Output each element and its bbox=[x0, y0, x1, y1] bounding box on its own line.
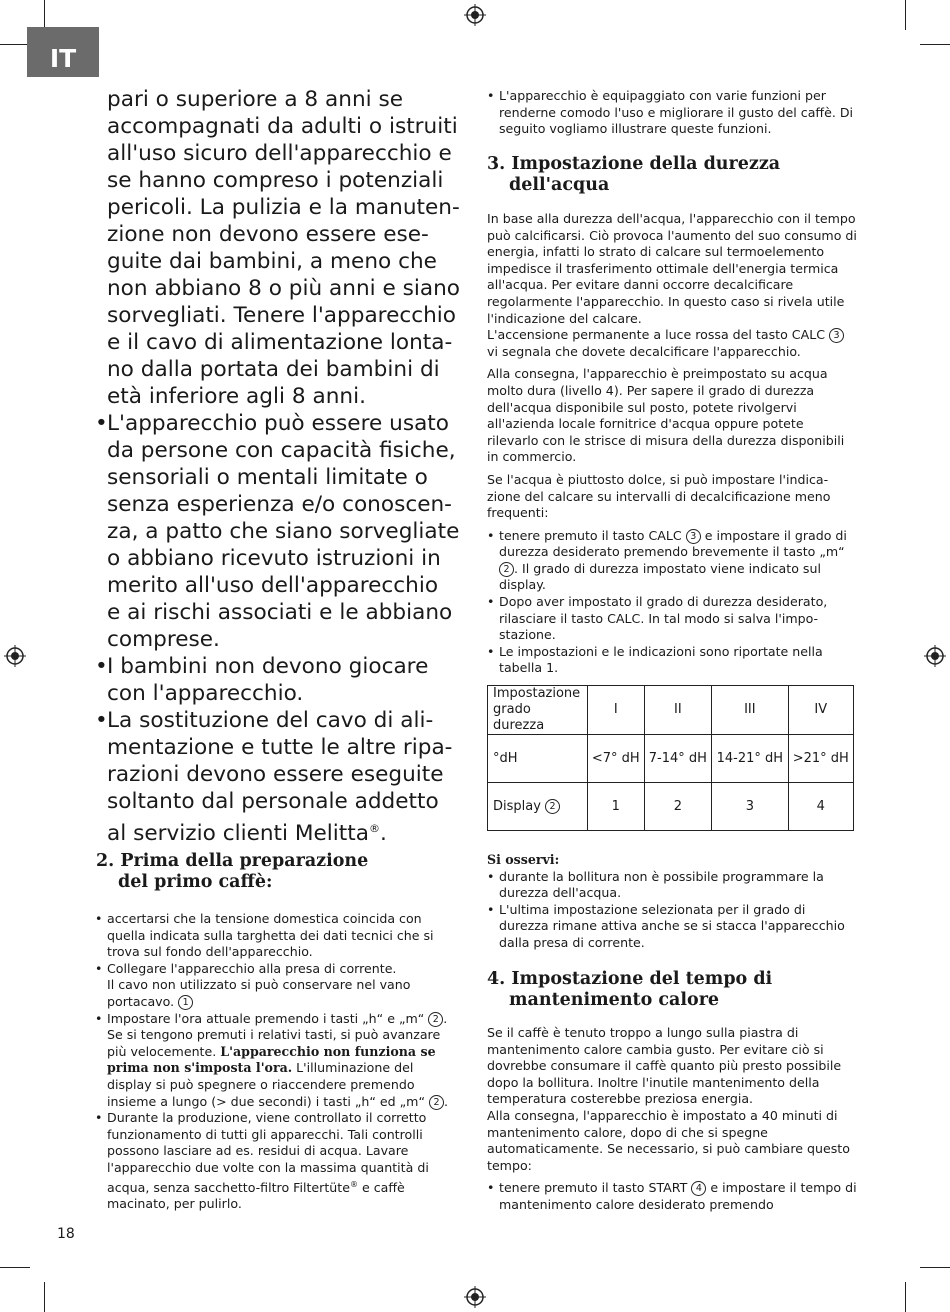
list-item bbox=[95, 1011, 460, 1111]
table-row bbox=[488, 735, 854, 783]
table-cell: 4 bbox=[788, 783, 853, 831]
item-text: e caffè macinato, per pulirlo. bbox=[107, 1179, 405, 1212]
safety-text-block bbox=[95, 86, 465, 847]
section-4-heading bbox=[487, 969, 857, 1011]
list-item bbox=[487, 88, 857, 138]
item-text: . Se si tengono premuti i relativi tasti, si può avanzare più velocemente. bbox=[107, 1010, 448, 1059]
text-line: mentazione e tutte le altre ripa- bbox=[107, 735, 453, 760]
text-line: e il cavo di alimentazione lonta- bbox=[107, 330, 453, 355]
section-number: 3. bbox=[487, 154, 506, 174]
section-2-list bbox=[95, 911, 460, 1213]
safety-bullet bbox=[95, 653, 465, 707]
table-cell: 1 bbox=[588, 783, 645, 831]
section-3-body bbox=[487, 211, 857, 677]
text-line: soltanto dal personale addetto bbox=[107, 789, 439, 814]
paragraph-text: L'accensione permanente a luce rossa del tasto CALC bbox=[487, 327, 826, 343]
text-line: non abbiano 8 o più anni e siano bbox=[107, 276, 461, 301]
bold-warning: L'apparecchio non funziona se prima non s'imposta l'ora. bbox=[107, 1043, 436, 1076]
safety-bullet bbox=[95, 707, 465, 847]
item-text: Durante la produzione, viene controllato il corretto funzionamento di tutti gli apparecchi. Tali controlli possono lasciare ad es. residui di acqua. Lavare l'apparecchio due volte con la massima quantità di acqua, senza sacchetto-filtro Filtertüte bbox=[107, 1110, 429, 1195]
registration-mark-icon bbox=[924, 645, 946, 667]
page-number: 18 bbox=[57, 1226, 75, 1242]
circled-number-icon: 2 bbox=[499, 562, 514, 577]
section-4-body bbox=[487, 1025, 857, 1214]
table-cell: Impostazione grado durezza bbox=[488, 686, 588, 735]
table-cell: I bbox=[588, 686, 645, 735]
table-cell: IV bbox=[788, 686, 853, 735]
text-line: La sostituzione del cavo di ali- bbox=[107, 708, 434, 733]
list-item bbox=[95, 911, 460, 961]
registered-mark: ® bbox=[368, 822, 380, 835]
table-cell: 14-21° dH bbox=[712, 735, 788, 783]
intro-bullet bbox=[487, 88, 857, 138]
text-line: se hanno compreso i potenziali bbox=[107, 168, 444, 193]
paragraph: Alla consegna, l'apparecchio è impostato a 40 minuti di mantenimento calore, dopo di che si spegne automaticamente. Se necessario, si può cambiare questo tempo: bbox=[487, 1107, 850, 1173]
language-tab bbox=[27, 27, 99, 77]
crop-mark bbox=[920, 1267, 950, 1268]
item-text: Collegare l'apparecchio alla presa di corrente. bbox=[107, 960, 397, 976]
item-text: L'illuminazione del display si può spegnere o riaccendere premendo insieme a lungo (> due secondi) i tasti „h“ ed „m“ bbox=[107, 1060, 425, 1109]
item-text: . bbox=[444, 1093, 449, 1109]
list-item: • Dopo aver impostato il grado di durezza desiderato, rilasciare il tasto CALC. In tal modo si salva l'impo-stazione. bbox=[487, 594, 857, 644]
text-line: senza esperienza e/o conoscen- bbox=[107, 492, 452, 517]
text-line: L'apparecchio può essere usato bbox=[107, 411, 449, 436]
circled-number-icon: 2 bbox=[429, 1095, 444, 1110]
table-cell: >21° dH bbox=[788, 735, 853, 783]
circled-number-icon: 1 bbox=[178, 995, 193, 1010]
crop-mark bbox=[44, 0, 45, 30]
safety-paragraph bbox=[95, 86, 465, 410]
text-line: con l'apparecchio. bbox=[107, 681, 304, 706]
table-cell: <7° dH bbox=[588, 735, 645, 783]
text-line: guite dai bambini, a meno che bbox=[107, 249, 437, 274]
paragraph bbox=[487, 211, 857, 360]
heading-line: mantenimento calore bbox=[509, 990, 720, 1010]
registration-mark-icon bbox=[464, 1286, 486, 1308]
table-cell: 7-14° dH bbox=[644, 735, 712, 783]
heading-line: del primo caffè: bbox=[118, 872, 273, 892]
paragraph: Se l'acqua è piuttosto dolce, si può impostare l'indica-zione del calcare su intervalli di decalcificazione meno frequenti: bbox=[487, 471, 831, 521]
list-item: • durante la bollitura non è possibile programmare la durezza dell'acqua. bbox=[487, 869, 857, 902]
text-line: sensoriali o mentali limitate o bbox=[107, 465, 428, 490]
table-cell bbox=[488, 783, 588, 831]
item-text: e impostare il tempo di mantenimento calore desiderato premendo bbox=[499, 1180, 857, 1212]
text-line: al servizio clienti Melitta bbox=[107, 821, 369, 847]
list-item bbox=[487, 1180, 857, 1213]
item-text: tenere premuto il tasto CALC bbox=[499, 527, 682, 543]
text-line: no dalla portata dei bambini di bbox=[107, 357, 440, 382]
text-line: o abbiano ricevuto istruzioni in bbox=[107, 546, 441, 571]
crop-mark bbox=[44, 1282, 45, 1312]
text-line: merito all'uso dell'apparecchio bbox=[107, 573, 439, 598]
hardness-table bbox=[487, 685, 854, 831]
registration-mark-icon bbox=[464, 4, 486, 26]
text-line: sorvegliati. Tenere l'apparecchio bbox=[107, 303, 457, 328]
table-row bbox=[488, 783, 854, 831]
heading-line: Impostazione della durezza bbox=[511, 154, 781, 174]
paragraph-text: vi segnala che dovete decalcificare l'apparecchio. bbox=[487, 343, 801, 359]
circled-number-icon: 4 bbox=[691, 1181, 706, 1196]
safety-bullet bbox=[95, 410, 465, 653]
text-line: comprese. bbox=[107, 627, 220, 652]
crop-mark bbox=[0, 44, 30, 45]
language-code: IT bbox=[49, 44, 77, 73]
circled-number-icon: 2 bbox=[428, 1012, 443, 1027]
paragraph-text: In base alla durezza dell'acqua, l'apparecchio con il tempo può calcificarsi. Ciò provoca l'aumento del suo consumo di energia, infatti lo strato di calcare sul termoelemento impedisce il trasferimento ottimale dell'energia termica all'acqua. Per evitare danni occorre decalcificare regolarmente l'apparecchio. In questo caso si rivela utile l'indicazione del calcare. bbox=[487, 211, 857, 326]
list-item bbox=[95, 961, 460, 1011]
heading-line: Prima della preparazione bbox=[120, 851, 369, 871]
text-line: da persone con capacità fisiche, bbox=[107, 438, 456, 463]
text-line: I bambini non devono giocare bbox=[107, 654, 429, 679]
text-line: razioni devono essere eseguite bbox=[107, 762, 444, 787]
list-item: • L'ultima impostazione selezionata per il grado di durezza rimane attiva anche se si stacca l'apparecchio dalla presa di corrente. bbox=[487, 902, 857, 952]
text-line: all'uso sicuro dell'apparecchio e bbox=[107, 141, 452, 166]
cell-text: Display bbox=[493, 798, 541, 814]
heading-line: dell'acqua bbox=[509, 175, 610, 195]
registered-mark: ® bbox=[349, 1179, 358, 1189]
item-text: Il cavo non utilizzato si può conservare nel vano portacavo. bbox=[107, 977, 411, 1009]
item-text: Impostare l'ora attuale premendo i tasti „h“ e „m“ bbox=[107, 1010, 425, 1026]
paragraph: Se il caffè è tenuto troppo a lungo sulla piastra di mantenimento calore cambia gusto. Per evitare ciò si dovrebbe consumare il caffè quanto più presto possibile dopo la bollitura. Inoltre l'inutile mantenimento della temperatura costerebbe preziosa energia. bbox=[487, 1025, 842, 1107]
text-line: . bbox=[379, 821, 387, 847]
text-line: za, a patto che siano sorvegliate bbox=[107, 519, 460, 544]
table-cell: II bbox=[644, 686, 712, 735]
text-line: e ai rischi associati e le abbiano bbox=[107, 600, 453, 625]
text-line: pari o superiore a 8 anni se bbox=[107, 87, 404, 112]
circled-number-icon: 2 bbox=[545, 799, 560, 814]
table-cell: III bbox=[712, 686, 788, 735]
list-item bbox=[487, 528, 857, 594]
crop-mark bbox=[905, 1282, 906, 1312]
item-text: tenere premuto il tasto START bbox=[499, 1180, 688, 1196]
note-title: Si osservi: bbox=[487, 852, 560, 867]
circled-number-icon: 3 bbox=[829, 328, 844, 343]
item-text: e impostare il grado di durezza desiderato premendo brevemente il tasto „m“ bbox=[499, 527, 847, 560]
table-cell: 2 bbox=[644, 783, 712, 831]
crop-mark bbox=[920, 44, 950, 45]
section-number: 4. bbox=[487, 969, 506, 989]
circled-number-icon: 3 bbox=[686, 529, 701, 544]
item-text: L'apparecchio è equipaggiato con varie funzioni per renderne comodo l'uso e migliorare il gusto del caffè. Di seguito vogliamo illustrare queste funzioni. bbox=[499, 88, 854, 137]
heading-line: Impostazione del tempo di bbox=[511, 969, 773, 989]
text-line: età inferiore agli 8 anni. bbox=[107, 384, 366, 409]
text-line: pericoli. La pulizia e la manuten- bbox=[107, 195, 460, 220]
section-3-heading bbox=[487, 154, 857, 196]
table-cell: °dH bbox=[488, 735, 588, 783]
paragraph: Alla consegna, l'apparecchio è preimpostato su acqua molto dura (livello 4). Per sapere il grado di durezza dell'acqua disponibile sul posto, potete rivolgervi all'azienda locale fornitrice d'acqua oppure potete rilevarlo con le strisce di misura della durezza disponibili in commercio. bbox=[487, 366, 845, 465]
crop-mark bbox=[0, 1267, 30, 1268]
table-row bbox=[488, 686, 854, 735]
section-2-heading bbox=[96, 851, 476, 893]
registration-mark-icon bbox=[4, 645, 26, 667]
item-text: accertarsi che la tensione domestica coincida con quella indicata sulla targhetta dei dati tecnici che si trova sul fondo dell'apparecchio. bbox=[107, 911, 434, 960]
note-block bbox=[487, 852, 857, 952]
list-item bbox=[95, 1110, 460, 1213]
section-number: 2. bbox=[96, 851, 115, 871]
table-cell: 3 bbox=[712, 783, 788, 831]
text-line: accompagnati da adulti o istruiti bbox=[107, 114, 458, 139]
list-item: • Le impostazioni e le indicazioni sono riportate nella tabella 1. bbox=[487, 644, 857, 677]
crop-mark bbox=[905, 0, 906, 30]
text-line: zione non devono essere ese- bbox=[107, 222, 429, 247]
item-text: . Il grado di durezza impostato viene indicato sul display. bbox=[499, 560, 821, 593]
